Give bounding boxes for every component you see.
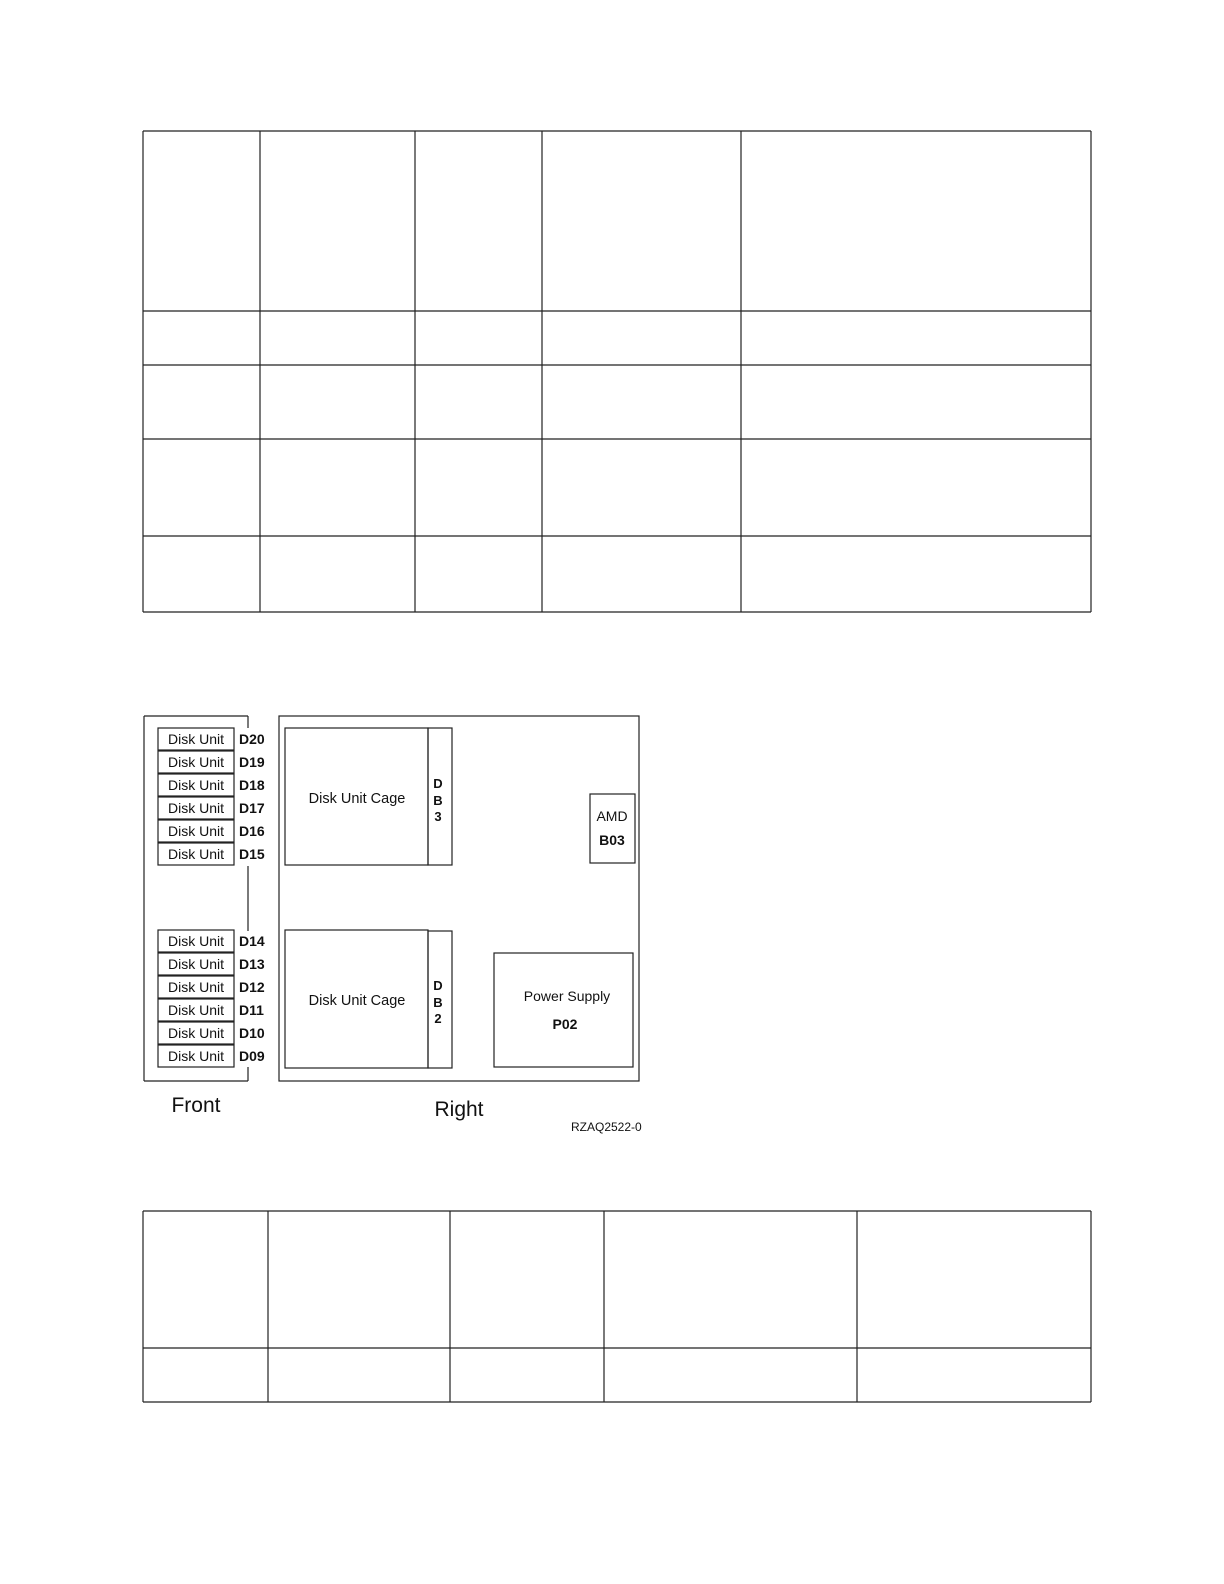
disk-slot-label: Disk Unit — [167, 731, 225, 747]
disk-slot-id: D18 — [239, 777, 265, 793]
right-label: Right — [434, 1098, 484, 1121]
disk-slot-label: Disk Unit — [167, 979, 225, 995]
disk-slot-label: Disk Unit — [167, 956, 225, 972]
disk-slot-id: D15 — [239, 846, 265, 862]
power-supply-box — [494, 953, 633, 1067]
db2-letter-2: B — [433, 995, 443, 1010]
disk-slot-id: D12 — [239, 979, 265, 995]
front-label: Front — [171, 1094, 221, 1117]
db3-letter-3: 3 — [434, 809, 442, 824]
db3-letter-1: D — [433, 776, 443, 791]
disk-slot-id: D11 — [239, 1002, 264, 1018]
disk-slot-label: Disk Unit — [167, 933, 225, 949]
disk-slot-id: D14 — [239, 933, 265, 949]
disk-slot-id: D20 — [239, 731, 265, 747]
disk-unit-cage-bottom — [285, 930, 452, 1068]
disk-slot-label: Disk Unit — [167, 800, 225, 816]
disk-unit-cage-top — [285, 728, 452, 865]
right-panel-outline — [279, 716, 639, 1081]
cage-top-label: Disk Unit Cage — [308, 791, 406, 807]
disk-slot-label: Disk Unit — [167, 1048, 225, 1064]
amd-label: AMD — [596, 808, 628, 824]
front-disk-slots — [158, 728, 265, 1067]
disk-slot-label: Disk Unit — [167, 754, 225, 770]
db3-letter-2: B — [433, 793, 443, 808]
disk-slot-label: Disk Unit — [167, 846, 225, 862]
db2-letter-3: 2 — [434, 1011, 442, 1026]
db2-letter-1: D — [433, 978, 443, 993]
power-supply-label: Power Supply — [523, 988, 611, 1004]
figure-code: RZAQ2522-0 — [571, 1120, 642, 1134]
disk-slot-label: Disk Unit — [167, 1025, 225, 1041]
disk-slot-id: D19 — [239, 754, 265, 770]
disk-slot-label: Disk Unit — [167, 823, 225, 839]
power-supply-id: P02 — [552, 1016, 578, 1032]
cage-bottom-label: Disk Unit Cage — [308, 993, 406, 1009]
disk-slot-label: Disk Unit — [167, 1002, 225, 1018]
disk-slot-id: D16 — [239, 823, 265, 839]
disk-slot-id: D13 — [239, 956, 265, 972]
disk-slot-id: D10 — [239, 1025, 265, 1041]
disk-slot-label: Disk Unit — [167, 777, 225, 793]
amd-id: B03 — [599, 832, 625, 848]
amd-box — [590, 794, 635, 863]
disk-slot-id: D17 — [239, 800, 265, 816]
disk-slot-id: D09 — [239, 1048, 265, 1064]
